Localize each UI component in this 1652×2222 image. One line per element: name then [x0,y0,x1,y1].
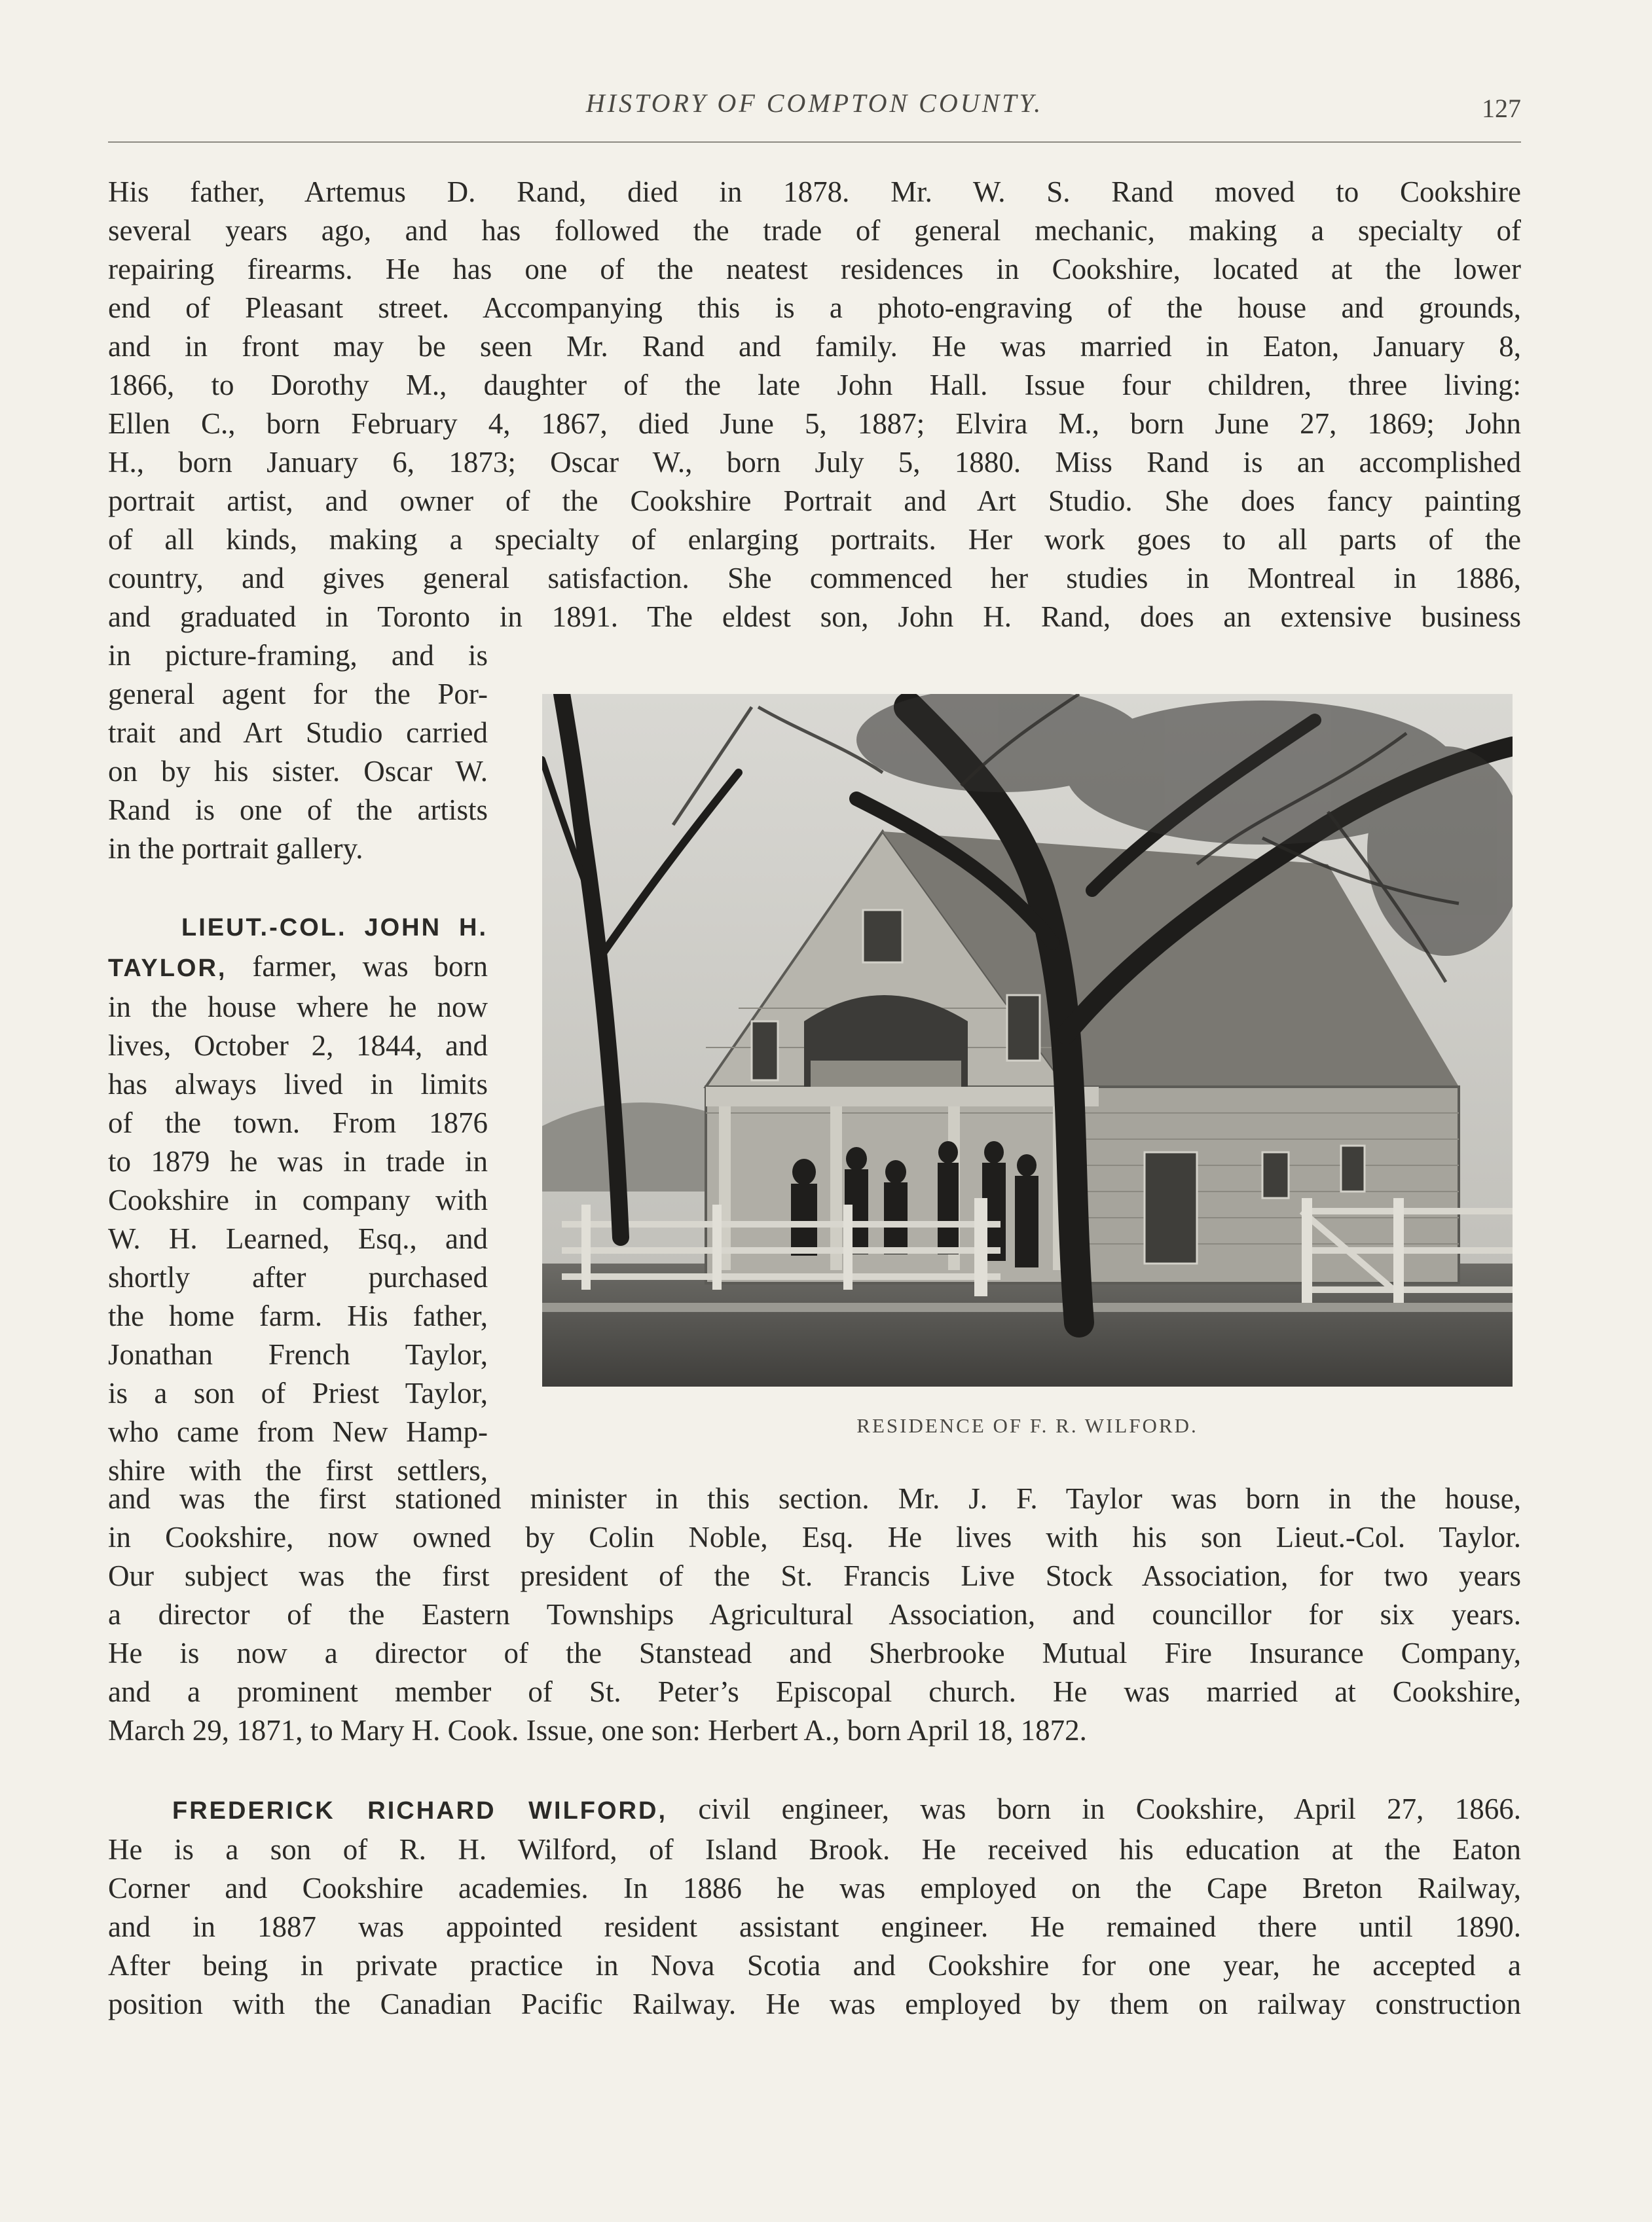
text-line: and graduated in Toronto in 1891. The eldest son, John H. Rand, does an extensive business [108,600,1521,633]
text-line: on by his sister. Oscar W. [108,755,488,788]
text-line: of the town. From 1876 [108,1106,488,1139]
text-line: who came from New Hamp- [108,1415,488,1448]
text-line: portrait artist, and owner of the Cookshire Portrait and Art Studio. She does fancy painting [108,484,1521,517]
text-line: and was the first stationed minister in this section. Mr. J. F. Taylor was born in the house, [108,1482,1521,1515]
text-line: and a prominent member of St. Peter’s Episcopal church. He was married at Cookshire, [108,1675,1521,1708]
running-header [108,84,1521,136]
rand-column [108,636,488,868]
taylor-name: LIEUT.-COL. JOHN H. [181,914,488,941]
text-line: After being in private practice in Nova Scotia and Cookshire for one year, he accepted a [108,1949,1521,1982]
text-line: several years ago, and has followed the trade of general mechanic, making a specialty of [108,214,1521,247]
text-line: Jonathan French Taylor, [108,1338,488,1371]
wilford-name: FREDERICK RICHARD WILFORD, [172,1797,667,1825]
text-line: lives, October 2, 1844, and [108,1029,488,1062]
text-line: Ellen C., born February 4, 1867, died June 5, 1887; Elvira M., born June 27, 1869; John [108,407,1521,440]
text-line: Rand is one of the artists [108,793,488,826]
text-line: is a son of Priest Taylor, [108,1377,488,1410]
text-line: a director of the Eastern Townships Agricultural Association, and councillor for six years. [108,1598,1521,1631]
text-line: Cookshire in company with [108,1184,488,1216]
text-line: end of Pleasant street. Accompanying this is a photo-engraving of the house and grounds, [108,291,1521,324]
text-line: W. H. Learned, Esq., and [108,1222,488,1255]
residence-photo [542,694,1513,1387]
text-line: He is a son of R. H. Wilford, of Island Brook. He received his education at the Eaton [108,1833,1521,1866]
text-line [108,947,488,988]
text-line: shortly after purchased [108,1261,488,1294]
text-line: Our subject was the first president of the St. Francis Live Stock Association, for two years [108,1559,1521,1592]
page-number: 127 [1482,94,1521,123]
house-photo-icon [542,694,1513,1387]
wilford-paragraph [108,1790,1521,2024]
text-line: of all kinds, making a specialty of enlarging portraits. Her work goes to all parts of the [108,523,1521,556]
text-line: general agent for the Por- [108,678,488,710]
text-line: March 29, 1871, to Mary H. Cook. Issue, one son: Herbert A., born April 18, 1872. [108,1714,1087,1747]
wilford-first-rest: civil engineer, was born in Cookshire, April 27, 1866. [698,1793,1521,1825]
taylor-name-line [108,907,488,947]
text-line: to 1879 he was in trade in [108,1145,488,1178]
text-line: in the house where he now [108,991,488,1023]
text-line: 1866, to Dorothy M., daughter of the late John Hall. Issue four children, three living: [108,369,1521,401]
text-line: and in 1887 was appointed resident assistant engineer. He remained there until 1890. [108,1910,1521,1943]
rand-paragraph [108,173,1521,636]
taylor-first-rest: farmer, was born [252,950,488,983]
text-line: repairing firearms. He has one of the neatest residences in Cookshire, located at the lower [108,253,1521,285]
text-line: in picture-framing, and is [108,639,488,672]
text-line: Corner and Cookshire academies. In 1886 he was employed on the Cape Breton Railway, [108,1872,1521,1904]
text-line: the home farm. His father, [108,1300,488,1332]
taylor-name-cont: TAYLOR, [108,955,227,982]
taylor-column [108,907,488,1490]
text-line: H., born January 6, 1873; Oscar W., born July 5, 1880. Miss Rand is an accomplished [108,446,1521,479]
text-line: in Cookshire, now owned by Colin Noble, Esq. He lives with his son Lieut.-Col. Taylor. [108,1521,1521,1554]
running-title: HISTORY OF COMPTON COUNTY. [585,88,1044,118]
text-line: has always lived in limits [108,1068,488,1101]
text-line: His father, Artemus D. Rand, died in 1878. Mr. W. S. Rand moved to Cookshire [108,175,1521,208]
text-line: country, and gives general satisfaction. She commenced her studies in Montreal in 1886, [108,562,1521,594]
text-line: shire with the first settlers, [108,1454,488,1487]
text-line: position with the Canadian Pacific Railway. He was employed by them on railway construction [108,1988,1521,2020]
figure-caption: RESIDENCE OF F. R. WILFORD. [856,1414,1198,1437]
taylor-paragraph-cont [108,1480,1521,1750]
header-rule [108,141,1521,143]
text-line [108,1790,1521,1830]
text-line: in the portrait gallery. [108,832,363,865]
text-line: and in front may be seen Mr. Rand and family. He was married in Eaton, January 8, [108,330,1521,363]
text-line: He is now a director of the Stanstead and Sherbrooke Mutual Fire Insurance Company, [108,1637,1521,1669]
text-line: trait and Art Studio carried [108,716,488,749]
